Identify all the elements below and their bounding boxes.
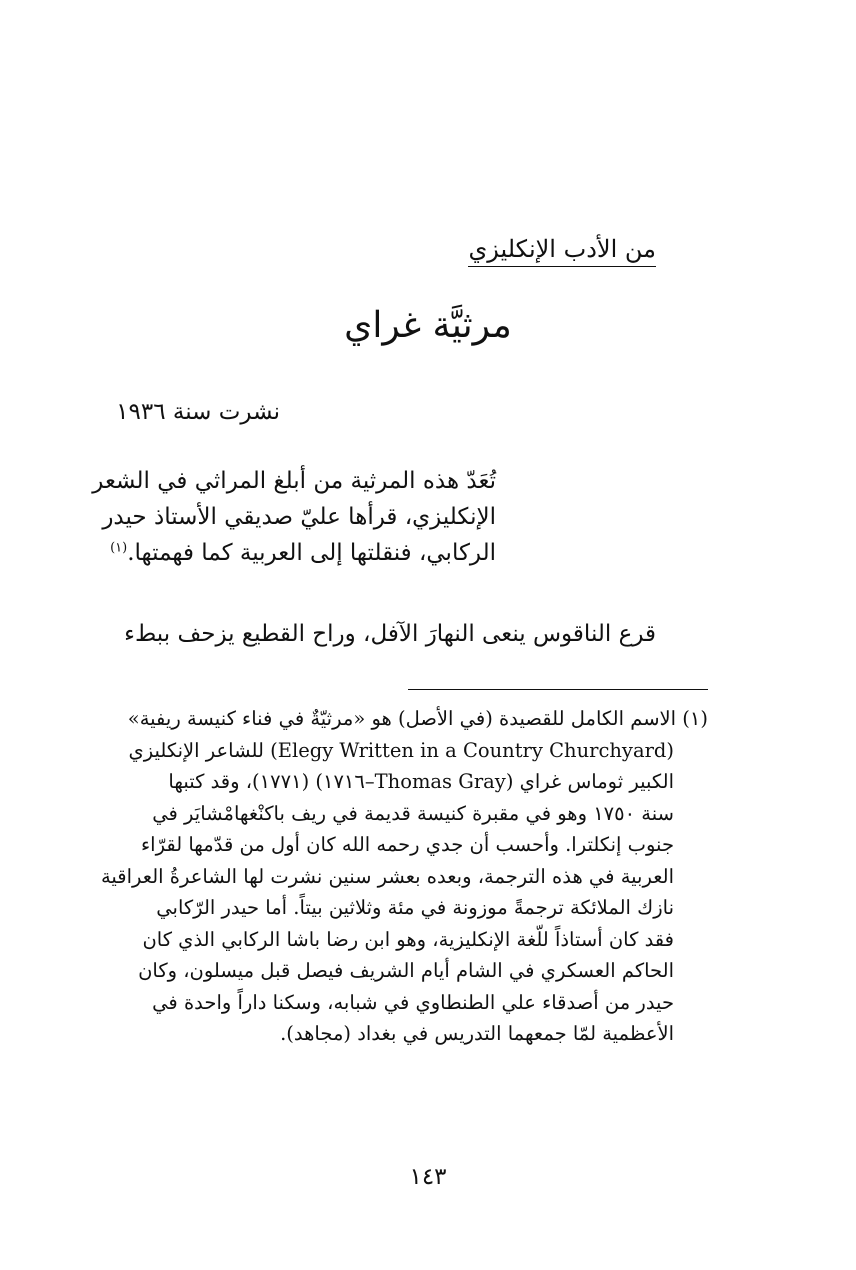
publication-note: نشرت سنة ١٩٣٦	[116, 399, 280, 425]
footnote-marker[interactable]: (١)	[110, 540, 128, 556]
footnote-line: (Elegy Written in a Country Churchyard) للشاعر الإنكليزي	[128, 738, 674, 762]
footnote-line: العربية في هذه الترجمة، وبعده بعشر سنين نشرت لها الشاعرةُ العراقية	[100, 864, 674, 888]
page-title: مرثيَّة غراي	[344, 305, 512, 346]
footnote	[100, 703, 708, 1050]
intro-line: الإنكليزي، قرأها عليّ صديقي الأستاذ حيدر	[102, 504, 496, 530]
footnote-line: الحاكم العسكري في الشام أيام الشريف فيصل قبل ميسلون، وكان	[138, 959, 674, 982]
page-number: ١٤٣	[409, 1164, 447, 1190]
footnote-line: سنة ١٧٥٠ وهو في مقبرة كنيسة قديمة في ريف باكنْغهامْشايَر في	[152, 801, 674, 825]
intro-line-last	[110, 535, 496, 571]
intro-line: تُعَدّ هذه المرثية من أبلغ المراثي في الشعر	[92, 468, 496, 494]
poem-line: قرع الناقوس ينعى النهارَ الآفل، وراح القطيع يزحف ببطء	[124, 621, 656, 647]
intro-paragraph	[92, 463, 496, 571]
footnote-line: فقد كان أستاذاً للّغة الإنكليزية، وهو ابن رضا باشا الركابي الذي كان	[142, 927, 674, 951]
footnote-line: الكبير ثوماس غراي (Thomas Gray–١٧١٦) (١٧٧١)، وقد كتبها	[168, 770, 674, 793]
footnote-line: الأعظمية لمّا جمعهما التدريس في بغداد (مجاهد).	[280, 1022, 674, 1045]
section-label: من الأدب الإنكليزي	[468, 232, 656, 267]
footnote-divider	[408, 689, 708, 690]
footnote-line: جنوب إنكلترا. وأحسب أن جدي رحمه الله كان أول من قدّمها لقرّاء	[141, 833, 674, 856]
intro-line-text: الركابي، فنقلتها إلى العربية كما فهمتها.	[127, 540, 496, 566]
footnote-line: حيدر من أصدقاء علي الطنطاوي في شبابه، وسكنا داراً واحدة في	[152, 990, 674, 1014]
footnote-line: (١) الاسم الكامل للقصيدة (في الأصل) هو «مرثيّةٌ في فناء كنيسة ريفية»	[127, 707, 708, 730]
footnote-line: نازك الملائكة ترجمةً موزونة في مئة وثلاثين بيتاً. أما حيدر الرّكابي	[156, 896, 674, 919]
